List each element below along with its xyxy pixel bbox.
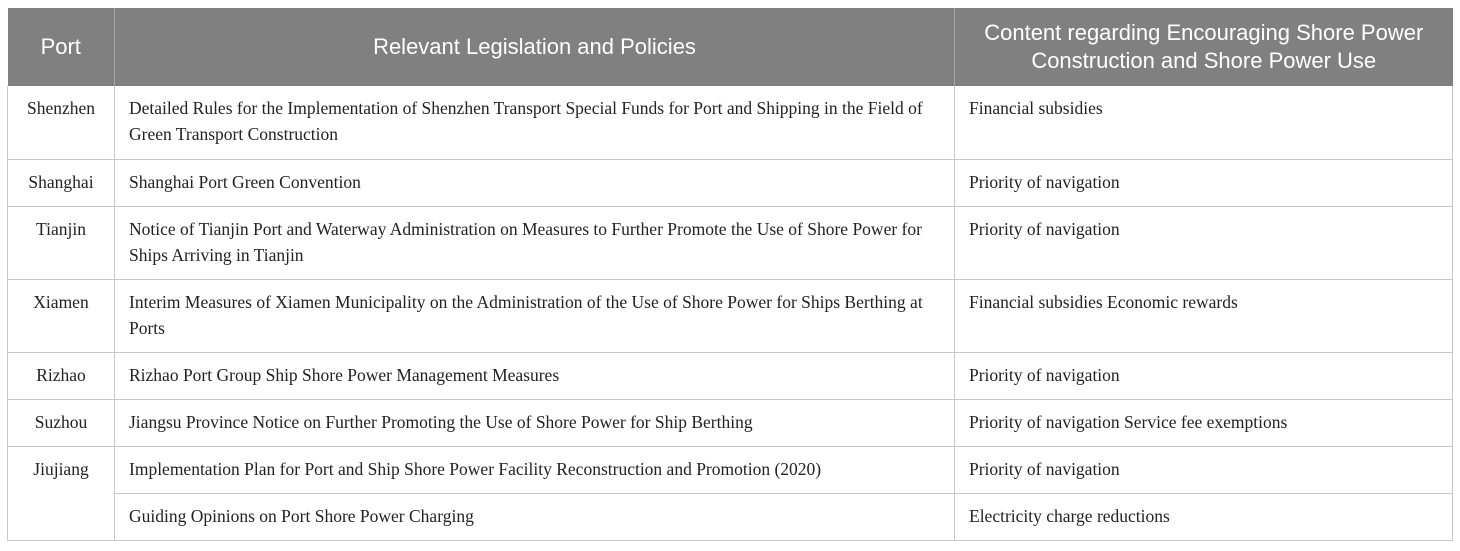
- table-row: [8, 352, 1453, 399]
- legislation-cell: Guiding Opinions on Port Shore Power Charging: [115, 493, 955, 540]
- content-cell: Priority of navigation: [955, 159, 1453, 206]
- port-cell: Shenzhen: [8, 86, 115, 159]
- table-row: [8, 206, 1453, 279]
- table-row: [8, 493, 1453, 540]
- table-row: [8, 86, 1453, 159]
- table-row: [8, 159, 1453, 206]
- port-cell: Suzhou: [8, 399, 115, 446]
- content-cell: Priority of navigation: [955, 352, 1453, 399]
- port-cell: Tianjin: [8, 206, 115, 279]
- table-row: [8, 399, 1453, 446]
- port-cell: Jiujiang: [8, 446, 115, 540]
- content-cell: Financial subsidies: [955, 86, 1453, 159]
- header-port: Port: [8, 8, 115, 86]
- port-cell: Rizhao: [8, 352, 115, 399]
- legislation-cell: Shanghai Port Green Convention: [115, 159, 955, 206]
- legislation-cell: Rizhao Port Group Ship Shore Power Management Measures: [115, 352, 955, 399]
- table-row: [8, 446, 1453, 493]
- legislation-cell: Detailed Rules for the Implementation of Shenzhen Transport Special Funds for Port and Shipping in the Field of Green Transport Construction: [115, 86, 955, 159]
- policy-table: [7, 8, 1453, 541]
- content-cell: Financial subsidies Economic rewards: [955, 279, 1453, 352]
- legislation-cell: Interim Measures of Xiamen Municipality on the Administration of the Use of Shore Power for Ships Berthing at Ports: [115, 279, 955, 352]
- legislation-cell: Notice of Tianjin Port and Waterway Administration on Measures to Further Promote the Use of Shore Power for Ships Arriving in Tianjin: [115, 206, 955, 279]
- legislation-cell: Implementation Plan for Port and Ship Shore Power Facility Reconstruction and Promotion (2020): [115, 446, 955, 493]
- legislation-cell: Jiangsu Province Notice on Further Promoting the Use of Shore Power for Ship Berthing: [115, 399, 955, 446]
- content-cell: Priority of navigation: [955, 206, 1453, 279]
- table-header: [8, 8, 1453, 86]
- table-body: [8, 86, 1453, 540]
- port-cell: Shanghai: [8, 159, 115, 206]
- content-cell: Priority of navigation Service fee exemptions: [955, 399, 1453, 446]
- port-cell: Xiamen: [8, 279, 115, 352]
- content-cell: Priority of navigation: [955, 446, 1453, 493]
- header-content: Content regarding Encouraging Shore Power Construction and Shore Power Use: [955, 8, 1453, 86]
- table-row: [8, 279, 1453, 352]
- header-row: [8, 8, 1453, 86]
- content-cell: Electricity charge reductions: [955, 493, 1453, 540]
- header-legislation: Relevant Legislation and Policies: [115, 8, 955, 86]
